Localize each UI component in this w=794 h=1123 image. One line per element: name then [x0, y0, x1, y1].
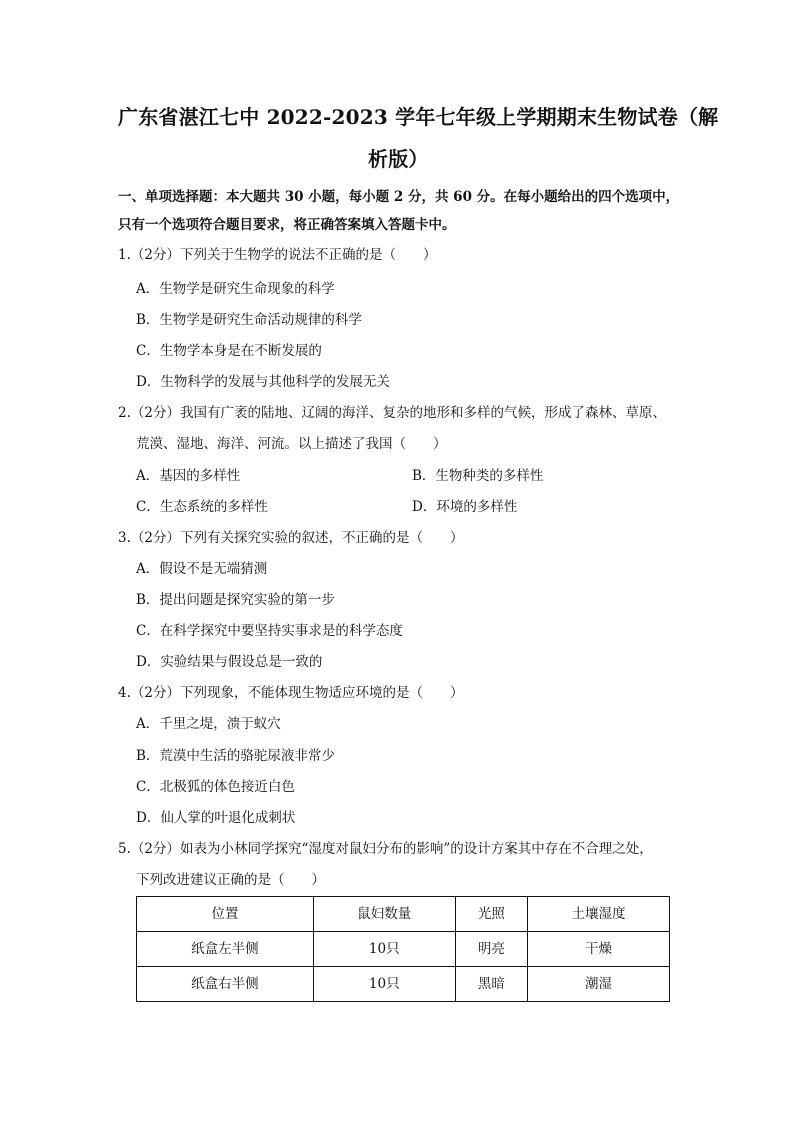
question-1-stem: 1.（2分）下列关于生物学的说法不正确的是（ ）	[118, 247, 437, 263]
table-header-count: 鼠妇数量	[313, 897, 455, 932]
question-5-stem-line-1: 5.（2分）如表为小林同学探究“湿度对鼠妇分布的影响”的设计方案其中存在不合理之处，	[118, 841, 653, 857]
question-1-option-c: C．生物学本身是在不断发展的	[136, 343, 322, 359]
question-4-option-a: A．千里之堤，溃于蚁穴	[136, 716, 281, 732]
exam-title-line-1: 广东省湛江七中 2022-2023 学年七年级上学期期末生物试卷（解	[118, 105, 719, 129]
question-3-option-a: A．假设不是无端猜测	[136, 561, 268, 577]
section-heading	[118, 183, 693, 239]
table-row	[137, 967, 670, 1002]
table-header-light: 光照	[455, 897, 527, 932]
section-heading-line-2: 只有一个选项符合题目要求，将正确答案填入答题卡中。	[118, 217, 456, 233]
question-3-option-c: C．在科学探究中要坚持实事求是的科学态度	[136, 623, 403, 639]
question-4-stem: 4.（2分）下列现象，不能体现生物适应环境的是（ ）	[118, 685, 464, 701]
table-header-row	[137, 897, 670, 932]
question-4-option-d: D．仙人掌的叶退化成刺状	[136, 810, 296, 826]
exam-title-line-2: 析版）	[368, 147, 429, 171]
question-2-stem-line-2: 荒漠、湿地、海洋、河流。以上描述了我国（ ）	[136, 436, 447, 452]
table-cell: 10只	[313, 967, 455, 1002]
question-2-stem-line-1: 2.（2分）我国有广袤的陆地、辽阔的海洋、复杂的地形和多样的气候，形成了森林、草原、	[118, 405, 666, 421]
table-row	[137, 932, 670, 967]
experiment-table	[136, 896, 670, 1002]
section-heading-line-1: 一、单项选择题：本大题共 30 小题，每小题 2 分，共 60 分。在每小题给出的四个选项中，	[118, 189, 680, 205]
question-1-option-a: A．生物学是研究生命现象的科学	[136, 281, 335, 297]
table-cell: 明亮	[455, 932, 527, 967]
question-3-stem: 3.（2分）下列有关探究实验的叙述，不正确的是（ ）	[118, 530, 464, 546]
question-3-option-d: D．实验结果与假设总是一致的	[136, 654, 323, 670]
question-3-option-b: B．提出问题是探究实验的第一步	[136, 592, 335, 608]
table-cell: 纸盒右半侧	[137, 967, 314, 1002]
table-cell: 黑暗	[455, 967, 527, 1002]
table-header-position: 位置	[137, 897, 314, 932]
question-2-option-d: D．环境的多样性	[412, 499, 518, 515]
question-4-option-c: C．北极狐的体色接近白色	[136, 779, 295, 795]
question-5-stem-line-2: 下列改进建议正确的是（ ）	[136, 872, 325, 888]
question-2-option-a: A．基因的多样性	[136, 468, 241, 484]
question-2-option-b: B．生物种类的多样性	[412, 468, 544, 484]
table-header-humidity: 土壤湿度	[528, 897, 670, 932]
table-cell: 纸盒左半侧	[137, 932, 314, 967]
table-cell: 10只	[313, 932, 455, 967]
question-5-table	[136, 896, 670, 1002]
question-2-option-c: C．生态系统的多样性	[136, 499, 268, 515]
question-1-option-d: D．生物科学的发展与其他科学的发展无关	[136, 374, 390, 390]
question-1-option-b: B．生物学是研究生命活动规律的科学	[136, 312, 362, 328]
table-cell: 潮湿	[528, 967, 670, 1002]
table-cell: 干燥	[528, 932, 670, 967]
question-4-option-b: B．荒漠中生活的骆驼尿液非常少	[136, 748, 335, 764]
